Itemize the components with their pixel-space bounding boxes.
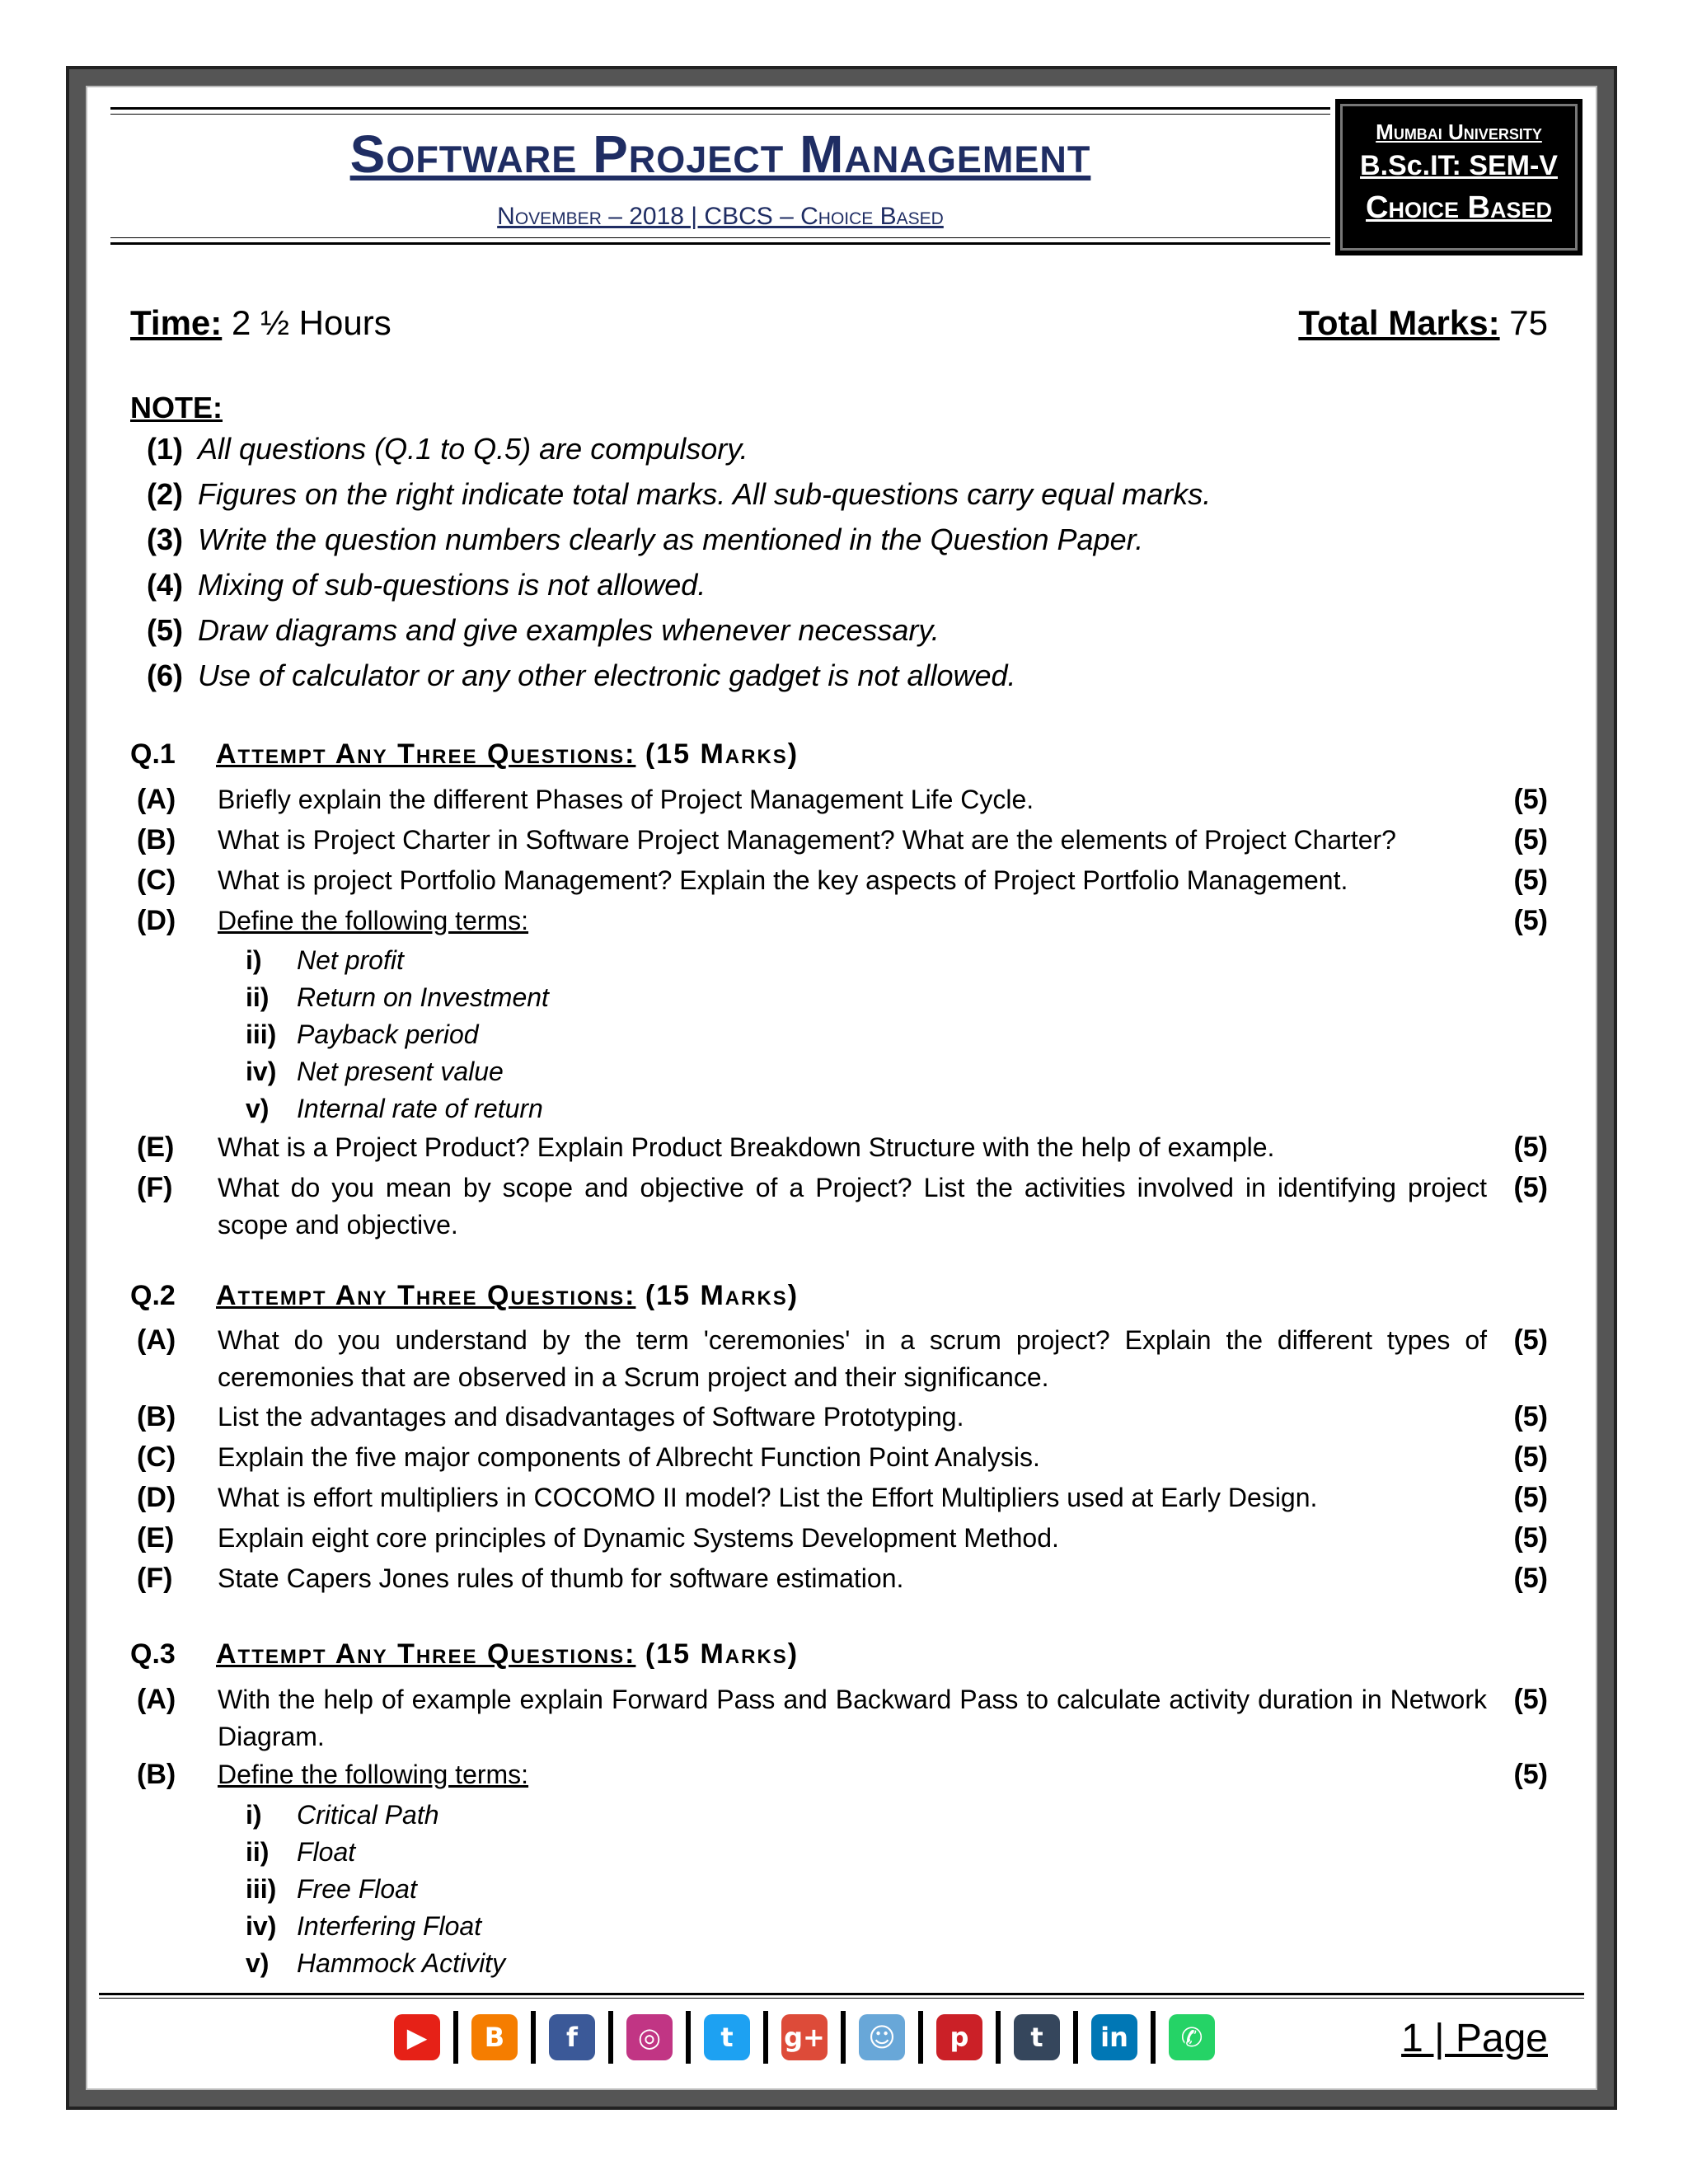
term-number: iv) <box>246 1911 277 1941</box>
sub-marks: (5) <box>1513 1172 1548 1203</box>
term-text: Net present value <box>297 1057 504 1086</box>
sub-marks: (5) <box>1513 784 1548 815</box>
sub-text: Explain the five major components of Albrecht Function Point Analysis. <box>218 1442 1040 1472</box>
question-number: Q.1 <box>130 738 176 770</box>
twitter-icon[interactable]: t <box>704 2014 750 2060</box>
q3-heading <box>130 1638 799 1671</box>
header-top-rule-thin <box>110 114 1330 115</box>
q2-sub-e <box>137 1520 1548 1557</box>
q2-sub-b <box>137 1399 1548 1436</box>
sub-text: With the help of example explain Forward Pass and Backward Pass to calculate activity duration in Network Diagram. <box>218 1685 1487 1751</box>
icon-separator <box>996 2011 1001 2064</box>
sub-marks: (5) <box>1513 865 1548 896</box>
scheme-name: Choice Based <box>1366 190 1552 225</box>
note-text: Draw diagrams and give examples whenever necessary. <box>198 613 940 647</box>
sub-marks: (5) <box>1513 1522 1548 1554</box>
question-marks: (15 Marks) <box>645 738 799 770</box>
sub-label: (B) <box>137 1759 176 1790</box>
page-number: 1 | Page <box>1401 2017 1548 2060</box>
term-number: iii) <box>246 1874 277 1904</box>
sub-text: List the advantages and disadvantages of Software Prototyping. <box>218 1402 964 1432</box>
term-number: ii) <box>246 1837 270 1867</box>
q1-sub-a <box>137 781 1548 818</box>
sub-text: Explain eight core principles of Dynamic Systems Development Method. <box>218 1523 1059 1553</box>
sub-marks: (5) <box>1513 1401 1548 1432</box>
pinterest-icon[interactable]: p <box>936 2014 982 2060</box>
question-marks: (15 Marks) <box>645 1638 799 1670</box>
youtube-icon[interactable]: ▶ <box>394 2014 440 2060</box>
term-number: ii) <box>246 982 270 1012</box>
exam-time <box>130 303 392 343</box>
sub-text: What is Project Charter in Software Project Management? What are the elements of Project Charter? <box>218 825 1396 855</box>
icon-separator <box>686 2011 691 2064</box>
icon-separator <box>453 2011 458 2064</box>
note-text: Figures on the right indicate total marks. All sub-questions carry equal marks. <box>198 477 1212 511</box>
note-text: Mixing of sub-questions is not allowed. <box>198 568 706 602</box>
term-text: Return on Investment <box>297 982 549 1012</box>
icon-separator <box>1073 2011 1078 2064</box>
sub-label: (A) <box>137 1684 176 1715</box>
university-box <box>1335 99 1582 255</box>
icon-separator <box>1151 2011 1156 2064</box>
term-number: i) <box>246 1800 262 1830</box>
q3-term <box>246 1797 439 1833</box>
sub-text: What is project Portfolio Management? Explain the key aspects of Project Portfolio Management. <box>218 865 1348 895</box>
term-number: iv) <box>246 1057 277 1086</box>
note-item <box>147 477 1211 523</box>
sub-marks: (5) <box>1513 1482 1548 1513</box>
question-instruction <box>216 1638 799 1671</box>
note-number: (5) <box>147 613 183 647</box>
q1-term <box>246 1016 479 1052</box>
q1-heading <box>130 738 799 771</box>
social-icons <box>394 2011 1215 2064</box>
sub-label: (A) <box>137 1324 176 1356</box>
q2-heading <box>130 1280 799 1312</box>
q2-sub-d <box>137 1479 1548 1516</box>
instagram-icon[interactable]: ◎ <box>626 2014 673 2060</box>
q3-term <box>246 1834 355 1870</box>
q1-term <box>246 979 549 1015</box>
time-value: 2 ½ Hours <box>231 303 392 342</box>
document-title: Software Project Management <box>349 124 1091 184</box>
term-text: Net profit <box>297 945 404 975</box>
header-bottom-rule-thin <box>110 237 1330 238</box>
q3-term <box>246 1945 505 1981</box>
sub-text: Briefly explain the different Phases of Project Management Life Cycle. <box>218 785 1034 814</box>
sub-marks: (5) <box>1513 1324 1548 1356</box>
sub-label: (E) <box>137 1132 175 1163</box>
sub-label: (D) <box>137 905 176 936</box>
term-number: i) <box>246 945 262 975</box>
icon-separator <box>763 2011 768 2064</box>
term-text: Free Float <box>297 1874 417 1904</box>
sub-marks: (5) <box>1513 824 1548 855</box>
q3-sub-a <box>137 1681 1548 1755</box>
sub-label: (E) <box>137 1522 175 1554</box>
sub-text: What is effort multipliers in COCOMO II model? List the Effort Multipliers used at Early Design. <box>218 1483 1318 1512</box>
linkedin-icon[interactable]: in <box>1091 2014 1137 2060</box>
term-number: v) <box>246 1948 270 1978</box>
note-number: (4) <box>147 568 183 602</box>
tumblr-icon[interactable]: t <box>1014 2014 1060 2060</box>
question-title: Attempt Any Three Questions: <box>216 1280 636 1311</box>
term-text: Float <box>297 1837 356 1867</box>
term-text: Critical Path <box>297 1800 439 1830</box>
course-name: B.Sc.IT: SEM-V <box>1360 150 1558 181</box>
sub-marks: (5) <box>1513 1563 1548 1594</box>
q1-sub-c <box>137 862 1548 899</box>
sub-text: Define the following terms: <box>218 906 529 935</box>
sub-text: What is a Project Product? Explain Product Breakdown Structure with the help of example. <box>218 1132 1275 1162</box>
term-text: Interfering Float <box>297 1911 482 1941</box>
question-title: Attempt Any Three Questions: <box>216 1638 636 1670</box>
q2-sub-a <box>137 1322 1548 1396</box>
q1-term <box>246 1053 504 1090</box>
q1-sub-e <box>137 1129 1548 1166</box>
term-number: v) <box>246 1094 270 1123</box>
q2-sub-c <box>137 1439 1548 1476</box>
total-marks <box>1298 303 1548 343</box>
q3-sub-b <box>137 1756 1548 1793</box>
sub-text: What do you understand by the term 'ceremonies' in a scrum project? Explain the different types of ceremonies that are observed in a Scrum project and their significance. <box>218 1325 1487 1392</box>
icon-separator <box>918 2011 923 2064</box>
blogger-icon[interactable]: B <box>471 2014 518 2060</box>
sub-label: (B) <box>137 1401 176 1432</box>
q1-sub-f <box>137 1169 1548 1244</box>
sub-text: Define the following terms: <box>218 1760 529 1789</box>
sub-marks: (5) <box>1513 905 1548 936</box>
sub-label: (D) <box>137 1482 176 1513</box>
sub-label: (B) <box>137 824 176 855</box>
question-marks: (15 Marks) <box>645 1280 799 1311</box>
question-instruction <box>216 738 799 771</box>
note-text: Use of calculator or any other electronic gadget is not allowed. <box>198 658 1016 692</box>
question-number: Q.3 <box>130 1638 176 1670</box>
header-top-rule <box>110 107 1330 110</box>
note-item <box>147 613 1211 658</box>
note-item <box>147 568 1211 613</box>
note-number: (1) <box>147 432 183 466</box>
sub-text: State Capers Jones rules of thumb for software estimation. <box>218 1563 904 1593</box>
note-number: (2) <box>147 477 183 511</box>
q3-term <box>246 1908 481 1944</box>
note-title: NOTE: <box>130 391 223 424</box>
q1-term <box>246 1090 543 1127</box>
icon-separator <box>608 2011 613 2064</box>
q1-sub-d <box>137 902 1548 940</box>
marks-label: Total Marks: <box>1298 303 1500 342</box>
footer-rule <box>99 1993 1584 1995</box>
note-item <box>147 432 1211 477</box>
question-title: Attempt Any Three Questions: <box>216 738 636 770</box>
sub-marks: (5) <box>1513 1684 1548 1715</box>
header-bottom-rule <box>110 242 1330 245</box>
term-text: Internal rate of return <box>297 1094 543 1123</box>
note-text: Write the question numbers clearly as mentioned in the Question Paper. <box>198 523 1144 556</box>
sub-label: (C) <box>137 865 176 896</box>
q1-sub-b <box>137 822 1548 859</box>
note-item <box>147 658 1211 704</box>
question-instruction <box>216 1280 799 1312</box>
q3-term <box>246 1871 417 1907</box>
facebook-icon[interactable]: f <box>549 2014 595 2060</box>
sub-text: What do you mean by scope and objective of a Project? List the activities involved in identifying project scope and objective. <box>218 1173 1487 1240</box>
note-number: (6) <box>147 658 183 692</box>
university-name: Mumbai University <box>1376 120 1542 144</box>
question-number: Q.2 <box>130 1280 176 1311</box>
sub-label: (F) <box>137 1563 173 1594</box>
icon-separator <box>841 2011 846 2064</box>
googleplus-icon[interactable]: g+ <box>781 2014 828 2060</box>
sub-label: (F) <box>137 1172 173 1203</box>
note-number: (3) <box>147 523 183 556</box>
icon-separator <box>531 2011 536 2064</box>
q1-term <box>246 942 404 978</box>
note-item <box>147 523 1211 568</box>
sub-marks: (5) <box>1513 1132 1548 1163</box>
footer-rule-thin <box>99 1998 1584 1999</box>
document-subtitle: November – 2018 | CBCS – Choice Based <box>497 203 944 230</box>
term-text: Payback period <box>297 1019 479 1049</box>
term-number: iii) <box>246 1019 277 1049</box>
time-label: Time: <box>130 303 223 342</box>
term-text: Hammock Activity <box>297 1948 506 1978</box>
q2-sub-f <box>137 1560 1548 1597</box>
sub-marks: (5) <box>1513 1441 1548 1473</box>
note-list <box>147 432 1211 704</box>
slideshare-icon[interactable]: ☺ <box>859 2014 905 2060</box>
sub-label: (A) <box>137 784 176 815</box>
sub-label: (C) <box>137 1441 176 1473</box>
note-text: All questions (Q.1 to Q.5) are compulsory. <box>198 432 748 466</box>
sub-marks: (5) <box>1513 1759 1548 1790</box>
marks-value: 75 <box>1509 303 1548 342</box>
whatsapp-icon[interactable]: ✆ <box>1169 2014 1215 2060</box>
